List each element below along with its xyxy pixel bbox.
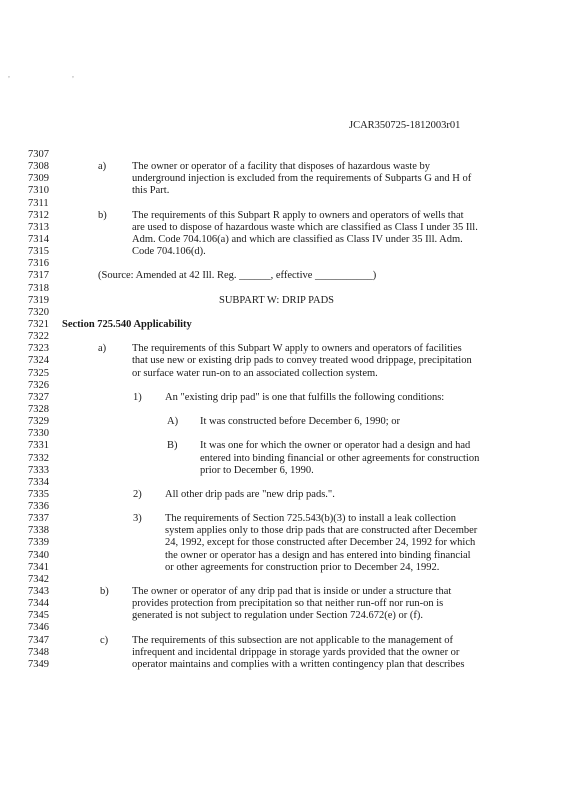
line-number: 7326 xyxy=(28,379,49,391)
text-line: entered into binding financial or other agreements for construction xyxy=(200,452,480,464)
line-number: 7332 xyxy=(28,452,49,464)
line-number: 7307 xyxy=(28,149,49,160)
text-line: The owner or operator of a facility that disposes of hazardous waste by xyxy=(132,161,430,173)
line-number: 7333 xyxy=(28,464,49,476)
text-line: the owner or operator has a design and has entered into binding financial xyxy=(165,549,471,561)
text-line: operator maintains and complies with a written contingency plan that describes xyxy=(132,658,465,670)
text-line: It was one for which the owner or operator had a design and had xyxy=(200,440,471,452)
line-number: 7327 xyxy=(28,391,49,403)
text-line: infrequent and incidental drippage in storage yards provided that the owner or xyxy=(132,646,460,658)
line-number: 7318 xyxy=(28,282,49,294)
line-number: 7330 xyxy=(28,428,49,440)
line-number: 7322 xyxy=(28,331,49,343)
text-line: An "existing drip pad" is one that fulfills the following conditions: xyxy=(165,391,445,403)
section-heading: Section 725.540 Applicability xyxy=(62,318,192,330)
text-line: or other agreements for construction prior to December 24, 1992. xyxy=(165,561,440,573)
list-marker: B) xyxy=(167,440,178,452)
line-number: 7343 xyxy=(28,586,49,598)
list-marker: A) xyxy=(167,416,179,428)
line-number: 7347 xyxy=(28,634,49,646)
line-number: 7336 xyxy=(28,501,49,513)
text-line: underground injection is excluded from the requirements of Subparts G and H of xyxy=(132,173,472,185)
text-line: The requirements of this subsection are not applicable to the management of xyxy=(132,634,454,646)
line-number: 7348 xyxy=(28,646,49,658)
line-number: 7312 xyxy=(28,209,49,221)
line-number: 7344 xyxy=(28,598,49,610)
line-number: 7314 xyxy=(28,233,49,245)
text-line: The requirements of this Subpart W apply to owners and operators of facilities xyxy=(132,343,462,355)
text-line: All other drip pads are "new drip pads.". xyxy=(165,488,335,500)
line-number: 7341 xyxy=(28,561,49,573)
line-number: 7338 xyxy=(28,525,49,537)
line-number: 7345 xyxy=(28,610,49,622)
line-number: 7319 xyxy=(28,294,49,306)
line-number: 7342 xyxy=(28,573,49,585)
line-number: 7346 xyxy=(28,622,49,634)
list-marker: a) xyxy=(98,161,107,173)
text-line: Adm. Code 704.106(a) and which are classified as Class IV under 35 Ill. Adm. xyxy=(132,233,463,245)
line-number: 7331 xyxy=(28,440,49,452)
text-line: The requirements of this Subpart R apply to owners and operators of wells that xyxy=(132,209,464,221)
line-number: 7337 xyxy=(28,513,49,525)
corner-marks: , , xyxy=(8,70,104,79)
text-line: The owner or operator of any drip pad that is inside or under a structure that xyxy=(132,586,452,598)
line-number: 7328 xyxy=(28,403,49,415)
line-number: 7325 xyxy=(28,367,49,379)
line-number: 7339 xyxy=(28,537,49,549)
text-line: It was constructed before December 6, 1990; or xyxy=(200,416,401,428)
line-number: 7334 xyxy=(28,476,49,488)
list-marker: a) xyxy=(98,343,107,355)
text-line: this Part. xyxy=(132,185,170,197)
line-number: 7317 xyxy=(28,270,49,282)
text-line: or surface water run-on to an associated collection system. xyxy=(132,367,378,379)
line-number: 7315 xyxy=(28,246,49,258)
list-marker: c) xyxy=(100,634,109,646)
line-number: 7329 xyxy=(28,416,49,428)
text-line: are used to dispose of hazardous waste which are classified as Class I under 35 Ill. xyxy=(132,221,478,233)
line-number: 7311 xyxy=(28,197,49,209)
text-line: provides protection from precipitation so that neither run-off nor run-on is xyxy=(132,598,444,610)
text-line: that use new or existing drip pads to convey treated wood drippage, precipitation xyxy=(132,355,472,367)
line-number: 7323 xyxy=(28,343,49,355)
list-marker: 2) xyxy=(133,488,142,500)
text-line: prior to December 6, 1990. xyxy=(200,464,314,476)
line-number: 7313 xyxy=(28,221,49,233)
list-marker: b) xyxy=(100,586,109,598)
line-number: 7309 xyxy=(28,173,49,185)
list-marker: b) xyxy=(98,209,107,221)
text-line: Code 704.106(d). xyxy=(132,246,206,258)
line-number: 7349 xyxy=(28,658,49,670)
list-marker: 1) xyxy=(133,391,142,403)
text-line: The requirements of Section 725.543(b)(3) to install a leak collection xyxy=(165,513,456,525)
text-line: generated is not subject to regulation under Section 724.672(e) or (f). xyxy=(132,610,423,622)
line-number: 7340 xyxy=(28,549,49,561)
line-number: 7335 xyxy=(28,488,49,500)
document-id-header: JCAR350725-1812003r01 xyxy=(349,120,461,131)
line-number: 7321 xyxy=(28,318,49,330)
line-number: 7324 xyxy=(28,355,49,367)
line-number: 7316 xyxy=(28,258,49,270)
text-line: system applies only to those drip pads that are constructed after December xyxy=(165,525,478,537)
subpart-heading: SUBPART W: DRIP PADS xyxy=(219,294,335,306)
text-line: (Source: Amended at 42 Ill. Reg. ______, effective ___________) xyxy=(98,270,377,282)
line-number: 7308 xyxy=(28,161,49,173)
line-number: 7310 xyxy=(28,185,49,197)
list-marker: 3) xyxy=(133,513,142,525)
text-line: 24, 1992, except for those constructed after December 24, 1992 for which xyxy=(165,537,476,549)
line-number: 7320 xyxy=(28,306,49,318)
